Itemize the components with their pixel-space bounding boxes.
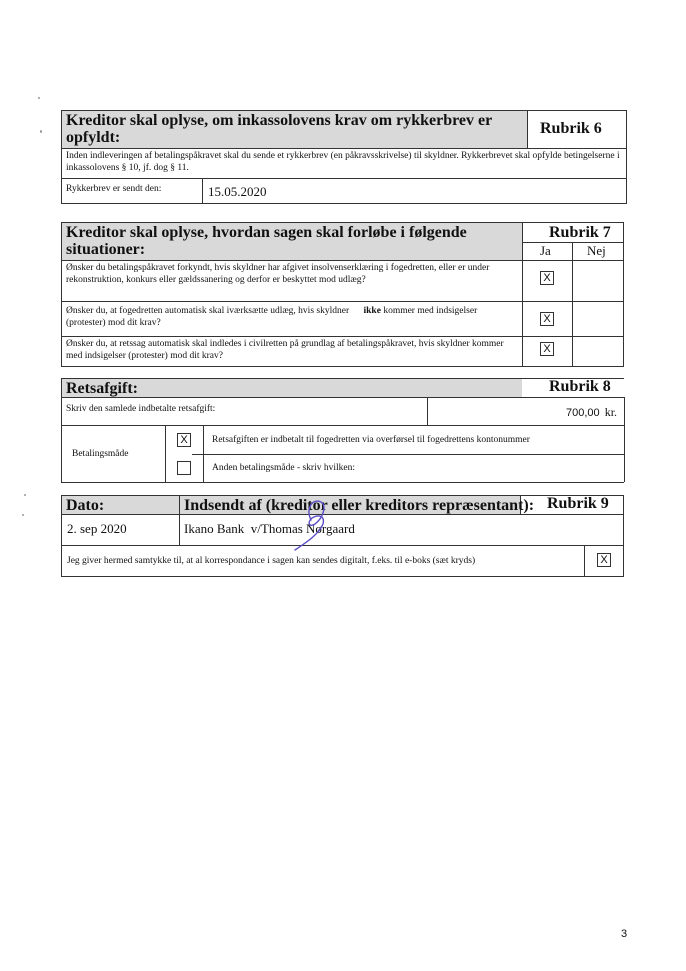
payment-option-1-text: Retsafgiften er indbetalt til fogedretten via overførsel til fogedrettens kontonummer — [212, 435, 530, 445]
sender-value[interactable]: Ikano Bank v/Thomas Nørgaard — [184, 521, 355, 536]
court-fee-value[interactable] — [566, 405, 617, 420]
rubrik-6-description: Inden indleveringen af betalingspåkravet skal du sende et rykkerbrev (en påkravsskrivelse) til skyldner. Rykkerbrevet skal opfylde betingelserne i inkassolovens § 10, jf. dog § 11. — [66, 151, 620, 173]
digital-consent-checkbox[interactable]: X — [597, 553, 611, 567]
scan-speck — [24, 494, 26, 496]
sender-header: Indsendt af (kreditor eller kreditors repræsentant): — [184, 497, 535, 514]
reminder-sent-label: Rykkerbrev er sendt den: — [66, 184, 162, 194]
question-2-text — [66, 306, 516, 329]
question-2-yes-checkbox[interactable]: X — [540, 312, 554, 326]
question-1-yes-checkbox[interactable]: X — [540, 271, 554, 285]
reminder-sent-date[interactable]: 15.05.2020 — [208, 184, 267, 199]
question-2-emphasis: ikke — [363, 306, 381, 316]
question-1-text: Ønsker du betalingspåkravet forkyndt, hvis skyldner har afgivet insolvenserklæring i fogedretten, eller er under rekonstruktion, konkurs eller gældssanering og derfor er beskyttet mod udlæg? — [66, 263, 490, 285]
payment-option-1-checkbox[interactable]: X — [177, 433, 191, 447]
question-3-yes-checkbox[interactable]: X — [540, 342, 554, 356]
question-2-text-end: kommer med indsigelser (protester) mod dit krav? — [66, 306, 478, 328]
date-value[interactable]: 2. sep 2020 — [67, 521, 127, 536]
rubrik-9-label: Rubrik 9 — [547, 495, 609, 512]
scan-speck — [22, 514, 24, 516]
court-fee-amount: 700,00 — [566, 407, 600, 419]
date-header: Dato: — [66, 497, 105, 514]
digital-consent-text: Jeg giver hermed samtykke til, at al korrespondance i sagen kan sendes digitalt, f.eks. til e-boks (sæt kryds) — [67, 556, 476, 566]
court-fee-label: Skriv den samlede indbetalte retsafgift: — [66, 404, 216, 414]
question-3-text: Ønsker du, at retssag automatisk skal indledes i civilretten på grundlag af betalingspåkravet, hvis skyldner kommer med indsigelser (protester) mod dit krav? — [66, 339, 504, 361]
column-header-yes: Ja — [540, 243, 551, 258]
rubrik-6-title: Kreditor skal oplyse, om inkassolovens krav om rykkerbrev er opfyldt: — [66, 112, 492, 146]
payment-method-label: Betalingsmåde — [72, 449, 129, 459]
handwritten-signature — [285, 494, 345, 556]
rubrik-8-label: Rubrik 8 — [549, 378, 611, 395]
court-fee-currency: kr. — [604, 405, 618, 419]
question-2-text-start: Ønsker du, at fogedretten automatisk skal iværksætte udlæg, hvis skyldner — [66, 306, 350, 316]
rubrik-8-title: Retsafgift: — [66, 380, 138, 397]
payment-option-2-text: Anden betalingsmåde - skriv hvilken: — [212, 463, 355, 473]
scan-speck — [38, 97, 40, 99]
column-header-no: Nej — [587, 243, 606, 258]
rubrik-7-label: Rubrik 7 — [549, 224, 611, 241]
scan-speck — [40, 130, 42, 133]
rubrik-6-label: Rubrik 6 — [540, 120, 602, 137]
rubrik-7-title: Kreditor skal oplyse, hvordan sagen skal forløbe i følgende situationer: — [66, 224, 467, 258]
page-number: 3 — [621, 928, 628, 940]
payment-option-2-checkbox[interactable] — [177, 461, 191, 475]
